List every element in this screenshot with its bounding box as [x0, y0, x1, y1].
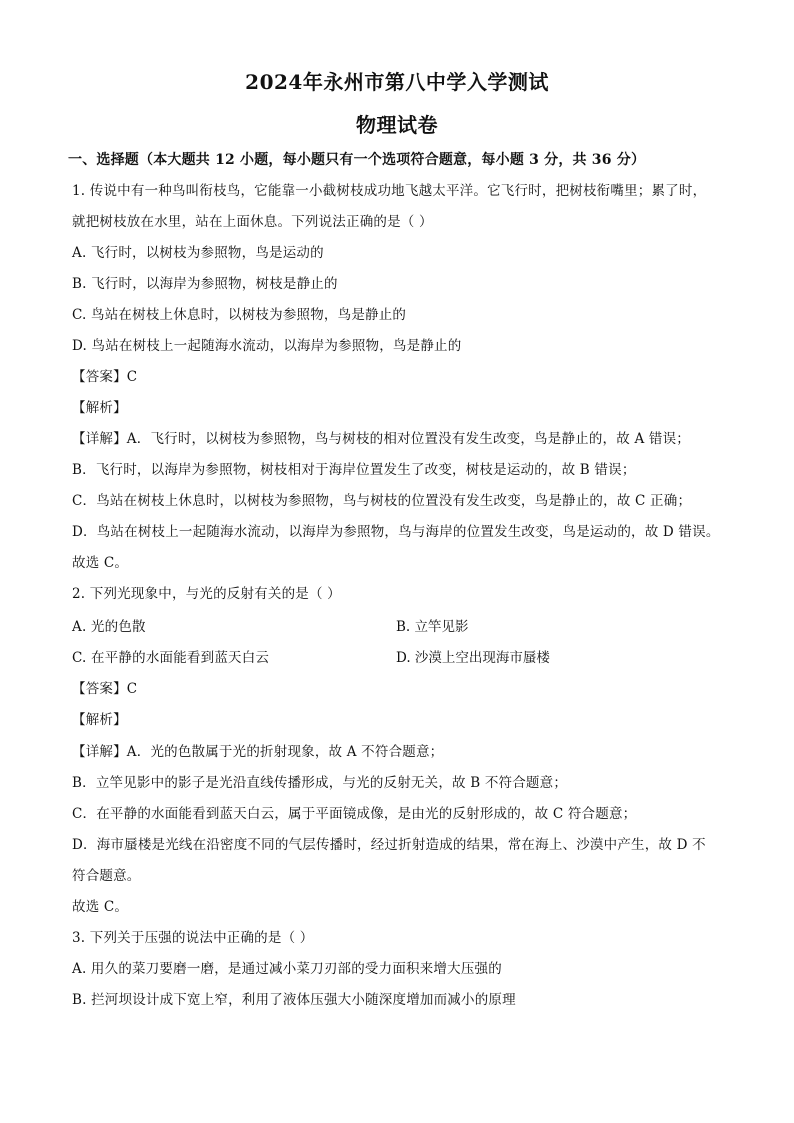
q1-detail-c: C．鸟站在树枝上休息时，以树枝为参照物，鸟与树枝的位置没有发生改变，鸟是静止的，故 C 正确；: [72, 493, 692, 509]
q1-stem-line1: 1. 传说中有一种鸟叫衔枝鸟，它能靠一小截树枝成功地飞越太平洋。它飞行时，把树枝衔嘴里；累了时，: [72, 183, 707, 199]
q1-answer: 【答案】C: [72, 369, 138, 385]
q2-option-a: A. 光的色散: [72, 619, 146, 635]
exam-subtitle: 物理试卷: [356, 113, 438, 137]
q2-analysis-label: 【解析】: [72, 712, 127, 728]
q1-detail-b: B．飞行时，以海岸为参照物，树枝相对于海岸位置发生了改变，树枝是运动的，故 B 错误；: [72, 462, 636, 478]
exam-title: 2024年永州市第八中学入学测试: [245, 70, 549, 94]
q3-stem: 3. 下列关于压强的说法中正确的是（ ）: [72, 930, 314, 946]
q2-stem: 2. 下列光现象中，与光的反射有关的是（ ）: [72, 586, 341, 602]
q1-analysis-label: 【解析】: [72, 400, 127, 416]
q2-detail-a: 【详解】A．光的色散属于光的折射现象，故 A 不符合题意；: [72, 744, 444, 760]
q3-option-a: A. 用久的菜刀要磨一磨，是通过减小菜刀刃部的受力面积来增大压强的: [72, 961, 502, 977]
q2-detail-d-line2: 符合题意。: [72, 868, 141, 884]
section-heading: 一、选择题（本大题共 12 小题，每小题只有一个选项符合题意，每小题 3 分，共 36 分）: [68, 152, 646, 168]
q2-detail-d-line1: D．海市蜃楼是光线在沿密度不同的气层传播时，经过折射造成的结果，常在海上、沙漠中产生，故 D 不: [72, 837, 706, 853]
q2-option-c: C. 在平静的水面能看到蓝天白云: [72, 650, 270, 666]
q2-option-d: D. 沙漠上空出现海市蜃楼: [396, 650, 550, 666]
q2-detail-c: C．在平静的水面能看到蓝天白云，属于平面镜成像，是由光的反射形成的，故 C 符合题意；: [72, 806, 637, 822]
q1-detail-a: 【详解】A．飞行时，以树枝为参照物，鸟与树枝的相对位置没有发生改变，鸟是静止的，故 A 错误；: [72, 431, 690, 447]
q2-option-b: B. 立竿见影: [396, 619, 469, 635]
q1-option-a: A. 飞行时，以树枝为参照物，鸟是运动的: [72, 245, 324, 261]
q1-stem-line2: 就把树枝放在水里，站在上面休息。下列说法正确的是（ ）: [72, 214, 433, 230]
q1-option-d: D. 鸟站在树枝上一起随海水流动，以海岸为参照物，鸟是静止的: [72, 338, 462, 354]
q3-option-b: B. 拦河坝设计成下宽上窄，利用了液体压强大小随深度增加而减小的原理: [72, 992, 516, 1008]
q2-detail-b: B．立竿见影中的影子是光沿直线传播形成，与光的反射无关，故 B 不符合题意；: [72, 775, 568, 791]
q2-answer: 【答案】C: [72, 681, 138, 697]
q1-option-c: C. 鸟站在树枝上休息时，以树枝为参照物，鸟是静止的: [72, 307, 407, 323]
q1-option-b: B. 飞行时，以海岸为参照物，树枝是静止的: [72, 276, 338, 292]
q2-conclusion: 故选 C。: [72, 899, 129, 915]
q1-detail-d: D．鸟站在树枝上一起随海水流动，以海岸为参照物，鸟与海岸的位置发生改变，鸟是运动的，故 D 错误。: [72, 524, 720, 540]
q1-conclusion: 故选 C。: [72, 555, 129, 571]
